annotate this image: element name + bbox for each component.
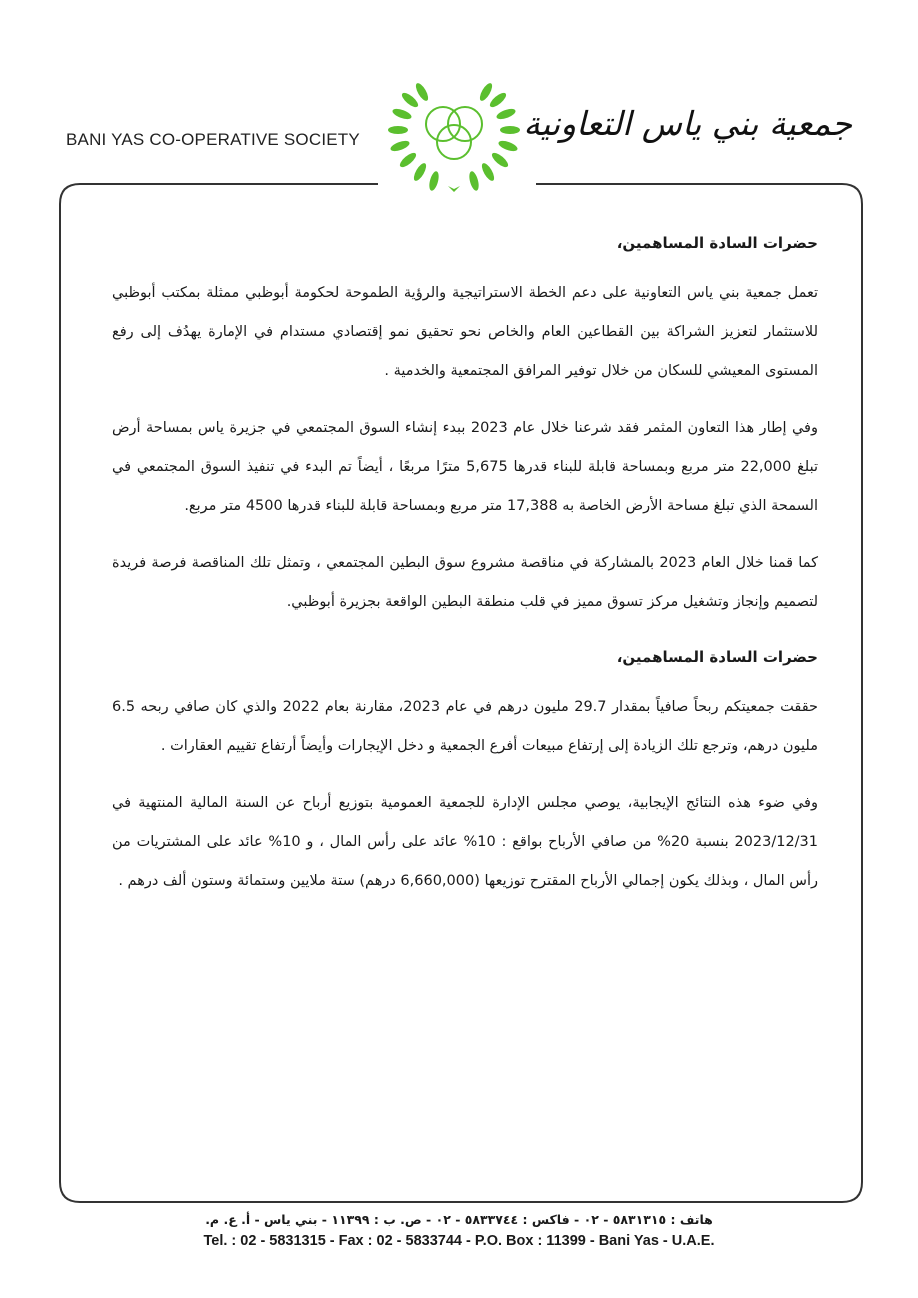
footer-english-contact: Tel. : 02 - 5831315 - Fax : 02 - 5833744 - P.O. Box : 11399 - Bani Yas - U.A.E. — [203, 1233, 715, 1249]
paragraph-community-markets: وفي إطار هذا التعاون المثمر فقد شرعنا خلال عام 2023 ببدء إنشاء السوق المجتمعي في جزيرة ياس بمساحة أرض تبلغ 22,000 متر مربع وبمساحة قابلة للبناء قدرها 5,675 مترًا مربعًا ، أيضاً تم البدء في تنفيذ السوق المجتمعي في السمحة الذي تبلغ مساحة الأرض الخاصة به 17,388 متر مربع وبمساحة قابلة للبناء قدرها 4500 متر مربع. — [112, 420, 818, 514]
paragraph-dividends: وفي ضوء هذه النتائج الإيجابية، يوصي مجلس الإدارة للجمعية العمومية بتوزيع أرباح عن السنة المالية المنتهية في 2023/12/31 بنسبة 20% من صافي الأرباح بواقع : 10% عائد على رأس المال ، و 10% عائد على المشتريات من رأس المال ، وبذلك يكون إجمالي الأرباح المقترح توزيعها (6,660,000 درهم) ستة ملايين وستمائة وستون ألف درهم . — [112, 795, 819, 889]
arabic-society-name-calligraphy: جمعية بني ياس التعاونية — [523, 104, 852, 143]
paragraph-tender: كما قمنا خلال العام 2023 بالمشاركة في مناقصة مشروع سوق البطين المجتمعي ، وتمثل تلك المناقصة فرصة فريدة لتصميم وإنجاز وتشغيل مركز تسوق مميز في قلب منطقة البطين الواقعة بجزيرة أبوظبي. — [112, 555, 818, 610]
footer-contact — [0, 1210, 918, 1252]
footer-arabic-contact: هاتف : ٥٨٣١٣١٥ - ٠٢ - فاكس : ٥٨٣٣٧٤٤ - ٠٢ - ص. ب : ١١٣٩٩ - بني ياس - أ. ع. م. — [205, 1212, 713, 1227]
salutation-heading: حضرات السادة المساهمين، — [616, 234, 818, 252]
paragraph-strategy: تعمل جمعية بني ياس التعاونية على دعم الخطة الاستراتيجية والرؤية الطموحة لحكومة أبوظبي ممثلة بمكتب أبوظبي للاستثمار لتعزيز الشراكة بين القطاعين العام والخاص نحو تحقيق نمو إقتصادي مستدام في الإمارة يهدُف إلى رفع المستوى المعيشي للسكان من خلال توفير المرافق المجتمعية والخدمية . — [112, 285, 818, 379]
salutation-heading: حضرات السادة المساهمين، — [616, 648, 818, 666]
letter-body — [112, 226, 818, 919]
paragraph-net-profit: حققت جمعيتكم ربحاً صافياً بمقدار 29.7 مليون درهم في عام 2023، مقارنة بعام 2022 والذي كان صافي ربحه 6.5 مليون درهم، وترجع تلك الزيادة إلى إرتفاع مبيعات أفرع الجمعية و دخل الإيجارات وأيضاً أرتفاع تقييم العقارات . — [112, 699, 819, 754]
english-society-name: BANI YAS CO-OPERATIVE SOCIETY — [66, 130, 360, 149]
